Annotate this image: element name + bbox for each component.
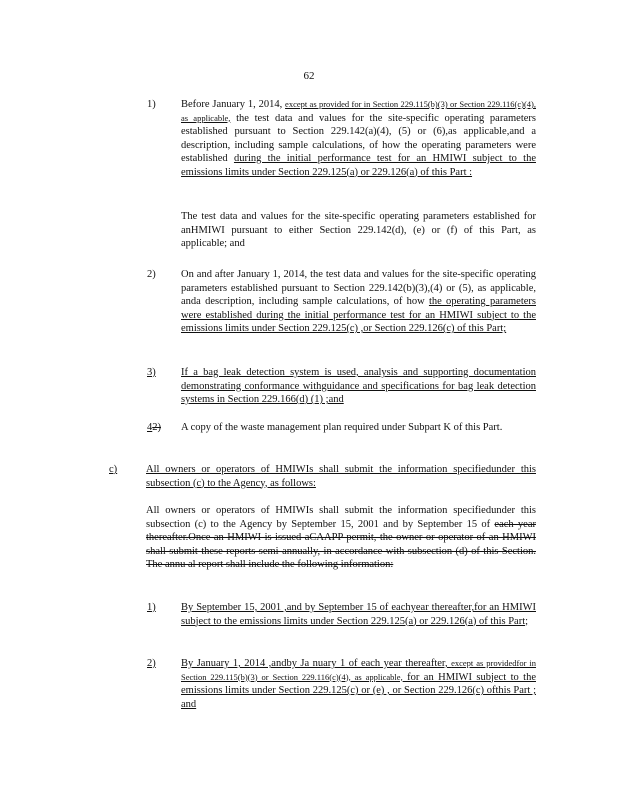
item-4-old-number: 2)	[152, 422, 161, 433]
subsection-c-item-2-exception: except as providedfor in Section 229.115(b)(3) or Section 229.116(c)(4), as applicable,	[181, 658, 537, 682]
item-1-text-part-1: Before January 1, 2014,	[181, 99, 286, 110]
subsection-c-item-2-part-3: for an HMIWI subject to the emissions limits under Section 229.125(c) or (e) , or Section 229.126(c) ofthis Part ; and	[181, 671, 536, 710]
item-3-text: If a bag leak detection system is used, analysis and supporting documentation demonstrating conformance withguidance and specifications for bag leak detection systems in Section 229.166(d) (1) ;and	[181, 367, 536, 405]
item-4-new-number: 4	[147, 422, 153, 433]
subsection-c-item-1-text: By September 15, 2001 ,and by September 15 of eachyear thereafter,for an HMIWI subject to the emissions limits under Section 229.125(a) or 229.126(a) of this Part;	[181, 602, 536, 627]
subsection-c-item-2-text	[181, 657, 536, 711]
item-1-text	[181, 98, 536, 179]
item-1-text-part-3: the test data and values for the site-specific operating parameters established pursuant to Section 229.142(a)(4), (5) or (6),as applicable,and a description, including sample calculations, of how the operating parameters were established	[181, 112, 536, 164]
item-1-second-paragraph: The test data and values for the site-specific operating parameters established for anHMIWI pursuant to either Section 229.142(d), (e) or (f) of this Part, as applicable; and	[181, 211, 536, 249]
item-2-inserted-text: the operating parameters were established during the initial performance test for an HMIWI subject to the emissions limits under Section 229.125(c) ,or Section 229.126(c) of this Part;	[181, 296, 536, 334]
item-2-label: 2)	[147, 269, 156, 280]
item-1-inserted-performance-test: during the initial performance test for an HMIWI subject to the emissions limits under Section 229.125(a) or 229.126(a) of this Part :	[181, 153, 536, 178]
subsection-c-original-part-1: All owners or operators of HMIWIs shall submit the information specifiedunder this subsection (c) to the Agency by September 15, 2001 and by September 15 of	[146, 505, 536, 530]
item-2-text-part-1: On and after January 1, 2014, the test data and values for the site-specific operating parameters established pursuant to Section 229.142(b)(3),(4) or (5), as applicable, anda description, including sample calculations, of how	[181, 269, 536, 307]
item-4-label	[147, 421, 161, 435]
item-1-inserted-exception: except as provided for in Section 229.115(b)(3) or Section 229.116(c)(4), as applicable,	[181, 99, 536, 123]
item-1-label: 1)	[147, 99, 156, 110]
item-3-label: 3)	[147, 367, 156, 378]
subsection-c-item-2-part-1: By January 1, 2014 ,andby Ja nuary 1 of each year thereafter,	[181, 658, 452, 669]
subsection-c-inserted-text: All owners or operators of HMIWIs shall submit the information specifiedunder this subsection (c) to the Agency, as follows:	[146, 464, 536, 489]
subsection-c-original-text	[146, 504, 536, 572]
subsection-c-deleted-text: each year thereafter.Once an HMIWI is issued aCAAPP permit, the owner or operator of an HMIWI shall submit these reports semi-annually, in accordance with subsection (d) of this Section. The annu al report shall include the following information:	[146, 518, 536, 570]
subsection-c-item-2-label: 2)	[147, 658, 156, 669]
subsection-c-item-1-label: 1)	[147, 602, 156, 613]
item-4-text: A copy of the waste management plan required under Subpart K of this Part.	[181, 422, 503, 433]
subsection-c-label: c)	[109, 464, 118, 475]
item-2-text	[181, 268, 536, 336]
page-number: 62	[303, 70, 315, 82]
